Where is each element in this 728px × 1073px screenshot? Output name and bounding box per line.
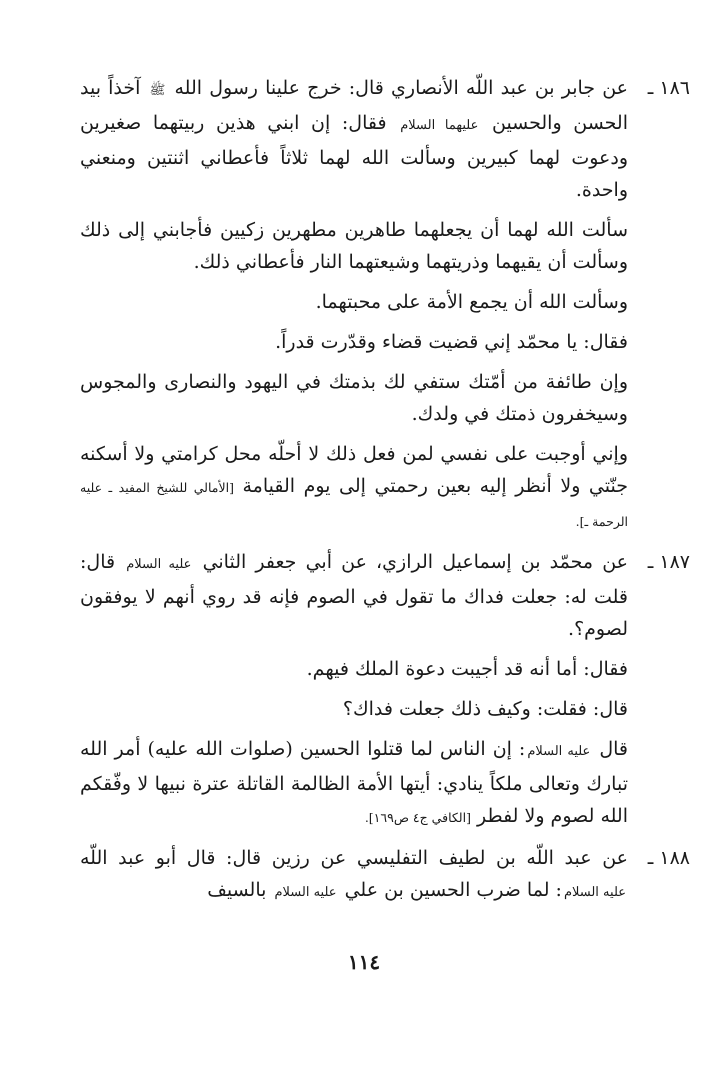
honorific-glyph: عليه السلام <box>126 557 192 572</box>
paragraph: سألت الله لهما أن يجعلهما طاهرين مطهرين زكيين فأجابني إلى ذلك وسألت أن يقيهما وذريتهما وشيعتهما النار فأعطاني ذلك. <box>80 219 628 273</box>
citation: [الكافي ج٤ ص١٦٩]. <box>364 810 471 825</box>
honorific-glyph: عليه السلام <box>563 885 626 900</box>
citation: [الأمالي للشيخ المفيد ـ عليه الرحمة ـ]. <box>80 480 628 529</box>
paragraph: عن محمّد بن إسماعيل الرازي، عن أبي جعفر الثاني عليه السلام قال: قلت له: جعلت فداك ما تقول في الصوم فإنه قد روي أنهم لا يوفقون لصوم؟. <box>80 551 629 640</box>
entry-number: ١٨٧ ـ <box>647 551 690 573</box>
paragraph: عن عبد اللّه بن لطيف التفليسي عن رزين قال: قال أبو عبد اللّه عليه السلام: لما ضرب الحسين بن علي عليه السلام بالسيف <box>80 847 628 901</box>
hadith-entry-188 <box>80 842 690 909</box>
page-body <box>80 72 690 917</box>
paragraph: وإن طائفة من أمّتك ستفي لك بذمتك في اليهود والنصارى والمجوس وسيخفرون ذمتك في ولدك. <box>80 371 628 425</box>
honorific-glyph: عليه السلام <box>527 744 591 759</box>
entry-number: ١٨٦ ـ <box>647 77 690 99</box>
page-number: ١١٤ <box>347 950 381 974</box>
paragraph: وإني أوجبت على نفسي لمن فعل ذلك لا أحلّه محل كرامتي ولا أسكنه جنّتي ولا أنظر إليه بعين رحمتي إلى يوم القيامة [الأمالي للشيخ المفيد ـ عليه الرحمة ـ]. <box>80 443 628 529</box>
hadith-entry-186 <box>80 72 690 538</box>
paragraph: فقال: يا محمّد إني قضيت قضاء وقدّرت قدراً. <box>275 331 628 353</box>
entry-number: ١٨٨ ـ <box>647 847 690 869</box>
honorific-glyph: عليهما السلام <box>400 118 479 133</box>
hadith-entry-187 <box>80 546 690 834</box>
paragraph: قال: فقلت: وكيف ذلك جعلت فداك؟ <box>342 698 628 720</box>
honorific-glyph: ﷺ <box>149 83 166 98</box>
honorific-glyph: عليه السلام <box>274 885 337 900</box>
paragraph: فقال: أما أنه قد أجيبت دعوة الملك فيهم. <box>306 658 628 680</box>
paragraph: عن جابر بن عبد اللّه الأنصاري قال: خرج علينا رسول الله ﷺ آخذاً بيد الحسن والحسين عليهما السلام فقال: إن ابني هذين ربيتهما صغيرين ودعوت لهما كبيرين وسألت الله لهما ثلاثاً فأعطاني اثنتين ومنعني واحدة. <box>80 77 628 201</box>
paragraph: قال عليه السلام: إن الناس لما قتلوا الحسين (صلوات الله عليه) أمر الله تبارك وتعالى ملكاً ينادي: أيتها الأمة الظالمة القاتلة عترة نبيها لا وفّقكم الله لصوم ولا لفطر [الكافي ج٤ ص١٦٩]. <box>80 738 629 827</box>
paragraph: وسألت الله أن يجمع الأمة على محبتهما. <box>315 291 628 313</box>
